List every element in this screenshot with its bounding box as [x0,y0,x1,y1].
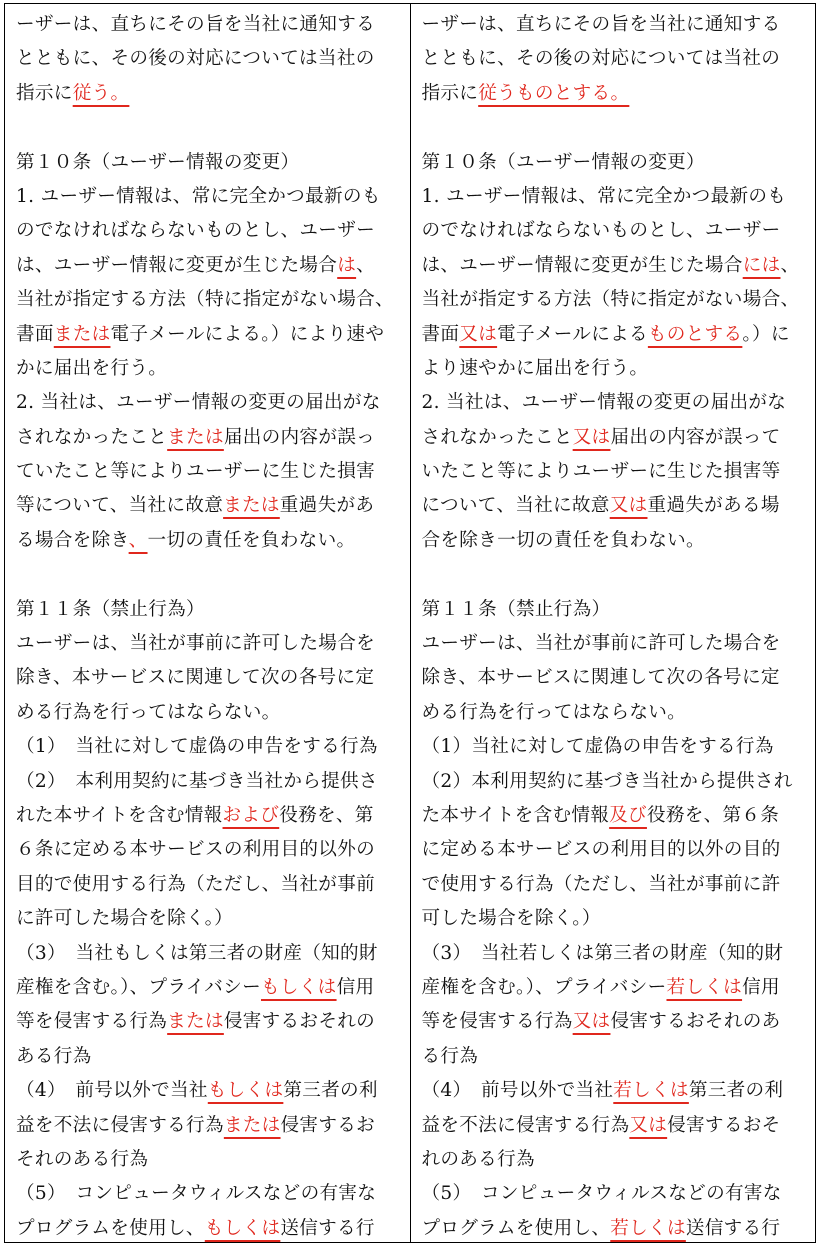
before-text-line [16,524,404,558]
text-segment: た本サイトを含む情報 [421,804,610,826]
before-text-line [16,1074,404,1108]
text-segment: について、当社に故意 [421,495,610,517]
revised-term: および [222,804,280,826]
revised-term: 若しくは [613,1080,689,1102]
before-text-line [16,180,404,214]
text-segment: は、ユーザー情報に変更が生じた場合 [421,254,743,276]
text-segment: （1） 当社に対して虚偽の申告をする行為 [16,736,378,758]
text-segment: れた本サイトを含む情報 [16,804,223,826]
text-segment: （2）本利用契約に基づき当社から提供され [421,770,793,792]
after-text-line [422,214,810,248]
revised-term: 又は [572,426,611,448]
text-segment: れのある行為 [421,1148,535,1170]
before-text-line [16,421,404,455]
text-segment: 除き、本サービスに関連して次の各号に定 [16,667,375,689]
revised-term: 及び [609,804,647,826]
before-text-line [16,1109,404,1143]
revised-term: 又は [459,323,498,345]
before-blank-line [16,111,404,145]
text-segment: 電子メールによる。）により速や [110,323,385,345]
after-blank-line [422,111,810,145]
before-text-line [16,1212,404,1242]
text-segment: 除き、本サービスに関連して次の各号に定 [421,667,780,689]
revised-term: 又は [629,1114,668,1136]
text-segment: 当社が指定する方法（特に指定がない場合、 [16,289,394,311]
text-segment: る場合を除き [16,529,129,551]
text-segment: 2. 当社は、ユーザー情報の変更の届出がな [16,392,381,414]
text-segment: 等を侵害する行為 [16,1011,168,1033]
text-segment: 第１０条（ユーザー情報の変更） [421,151,705,173]
text-segment: は、ユーザー情報に変更が生じた場合 [16,254,338,276]
text-segment: プログラムを使用し、 [421,1217,611,1239]
after-text-line [422,902,810,936]
text-segment: 当社が指定する方法（特に指定がない場合、 [421,289,800,311]
text-segment: （5） コンピュータウィルスなどの有害な [16,1183,377,1205]
after-text-line [422,180,810,214]
text-segment: 1. ユーザー情報は、常に完全かつ最新のも [16,185,381,207]
after-text-line [422,1074,810,1108]
text-segment: ーザーは、直ちにその旨を当社に通知する [421,14,781,35]
text-segment: る行為 [421,1045,479,1067]
after-text-line [422,1143,810,1177]
text-segment: 等について、当社に故意 [16,495,224,517]
text-segment: 信用 [336,976,375,998]
text-segment: 産権を含む。）、プライバシー [16,976,261,998]
after-text-line [422,421,810,455]
text-segment: 侵害するお [280,1114,376,1136]
revised-term: には [742,254,781,276]
before-text-line [16,937,404,971]
text-segment: 侵害するおそれの [223,1011,375,1033]
revised-term: または [167,1011,224,1033]
after-text-line [422,730,810,764]
comparison-table [4,3,816,1243]
text-segment: める行為を行ってはならない。 [421,701,687,723]
text-segment: 信用 [742,976,780,998]
revised-term: 又は [572,1011,611,1033]
after-text-line [422,352,810,386]
revised-term: 又は [609,495,648,517]
revised-term: もしくは [260,976,337,998]
text-segment: ーザーは、直ちにその旨を当社に通知する [16,14,375,35]
after-text-line [422,42,810,76]
text-segment: 益を不法に侵害する行為 [421,1114,630,1136]
text-segment: 第１０条（ユーザー情報の変更） [16,151,300,173]
after-text-line [422,661,810,695]
text-segment: 指示に [421,82,479,104]
before-text-line [16,42,404,76]
text-segment: ある行為 [16,1045,92,1067]
after-text-line [422,868,810,902]
text-segment: （5） コンピュータウィルスなどの有害な [421,1183,782,1205]
revised-term: 若しくは [610,1217,686,1239]
text-segment: ユーザーは、当社が事前に許可した場合を [421,633,781,655]
before-text-line [16,1040,404,1074]
before-text-line [16,386,404,420]
before-text-line [16,593,404,627]
after-text-line [422,1109,810,1143]
text-segment: 侵害するおそれのあ [610,1011,781,1033]
before-text-line [16,1005,404,1039]
before-text-line [16,971,404,1005]
revised-term: 従うものとする。 [478,82,630,104]
before-text-line [16,1177,404,1211]
before-text-line [16,214,404,248]
text-segment: 第１１条（禁止行為） [421,598,611,620]
text-segment: 第三者の利 [688,1080,784,1102]
text-segment: 送信する行 [280,1217,375,1239]
text-segment: 重過失があ [279,495,375,517]
text-segment: 書面 [16,323,54,345]
after-text-line [422,524,810,558]
text-segment: に許可した場合を除く。） [16,908,234,930]
text-segment: 届出の内容が誤っ [223,426,375,448]
text-segment: されなかったこと [421,426,573,448]
revised-term: または [53,323,111,345]
before-text-line [16,627,404,661]
text-segment: 書面 [421,323,460,345]
after-text-line [422,833,810,867]
text-segment: 。）に [742,323,790,345]
revised-term: もしくは [204,1217,281,1239]
revised-term: または [223,495,280,517]
after-text-line [422,971,810,1005]
after-text-line [422,593,810,627]
after-text-line [422,627,810,661]
revised-term: 従う。 [72,82,130,104]
text-segment: める行為を行ってはならない。 [16,701,281,723]
after-text-line [422,8,810,42]
before-text-line [16,730,404,764]
after-text-line [422,249,810,283]
before-text-line [16,489,404,523]
before-text-line [16,455,404,489]
text-segment: 届出の内容が誤って [610,426,781,448]
text-segment: 益を不法に侵害する行為 [16,1114,224,1136]
column-before [5,4,410,1242]
text-segment: 電子メールによる [497,323,648,345]
after-text-line [422,1040,810,1074]
text-segment: ていたこと等によりユーザーに生じた損害 [16,461,375,483]
text-segment: に定める本サービスの利用目的以外の目的 [421,839,781,861]
text-segment: 送信する行 [685,1217,781,1239]
after-text-line [422,77,810,111]
text-segment: ユーザーは、当社が事前に許可した場合を [16,633,375,655]
before-text-line [16,352,404,386]
before-text-line [16,765,404,799]
after-text-line [422,765,810,799]
text-segment: 第１１条（禁止行為） [16,598,205,620]
text-segment: （1）当社に対して虚偽の申告をする行為 [421,736,774,758]
revised-term: または [223,1114,281,1136]
text-segment: ６条に定める本サービスの利用目的以外の [16,839,375,861]
after-text-line [422,489,810,523]
text-segment: 、 [780,254,800,276]
text-segment: とともに、その後の対応については当社の [16,48,375,70]
revised-term: ものとする [647,323,743,345]
before-text-line [16,8,404,42]
after-text-line [422,455,810,489]
text-segment: されなかったこと [16,426,168,448]
text-segment: 役務を、第 [279,804,374,826]
after-text-line [422,283,810,317]
after-text-line [422,937,810,971]
revised-term: 若しくは [666,976,743,998]
before-text-line [16,318,404,352]
revised-term: 、 [128,529,148,551]
before-text-line [16,146,404,180]
after-text-line [422,1005,810,1039]
revised-term: は [337,254,357,276]
before-text-line [16,249,404,283]
text-segment: （4） 前号以外で当社 [16,1080,208,1102]
text-segment: 等を侵害する行為 [421,1011,573,1033]
text-segment: 、 [356,254,376,276]
text-segment: （2） 本利用契約に基づき当社から提供さ [16,770,378,792]
text-segment: 産権を含む。）、プライバシー [421,976,667,998]
text-segment: （3） 当社もしくは第三者の財産（知的財 [16,942,378,964]
after-text-line [422,386,810,420]
text-segment: 重過失がある場 [647,495,780,517]
text-segment: 可した場合を除く。） [421,908,601,930]
text-segment: かに届出を行う。 [16,357,168,379]
text-segment: いたこと等によりユーザーに生じた損害等 [421,461,781,483]
revised-term: または [167,426,224,448]
text-segment: 1. ユーザー情報は、常に完全かつ最新のも [421,185,787,207]
text-segment: のでなければならないものとし、ユーザー [16,220,375,242]
after-text-line [422,799,810,833]
text-segment: （4） 前号以外で当社 [421,1080,614,1102]
before-text-line [16,902,404,936]
text-segment: 2. 当社は、ユーザー情報の変更の届出がな [421,392,787,414]
after-text-line [422,318,810,352]
text-segment: のでなければならないものとし、ユーザー [421,220,781,242]
after-text-line [422,146,810,180]
text-segment: 第三者の利 [283,1080,378,1102]
before-text-line [16,868,404,902]
text-segment: 役務を、第６条 [646,804,780,826]
before-text-line [16,661,404,695]
text-segment: で使用する行為（ただし、当社が事前に許 [421,873,781,895]
revised-term: もしくは [207,1080,284,1102]
after-text-line [422,1212,810,1242]
before-text-line [16,696,404,730]
before-text-line [16,799,404,833]
before-text-line [16,1143,404,1177]
after-text-line [422,1177,810,1211]
text-segment: 目的で使用する行為（ただし、当社が事前 [16,873,375,895]
before-text-line [16,833,404,867]
text-segment: とともに、その後の対応については当社の [421,48,781,70]
column-after [410,4,816,1242]
text-segment: 侵害するおそ [667,1114,781,1136]
text-segment: より速やかに届出を行う。 [421,357,649,379]
before-text-line [16,283,404,317]
after-blank-line [422,558,810,592]
before-blank-line [16,558,404,592]
text-segment: 合を除き一切の責任を負わない。 [421,529,705,551]
text-segment: （3） 当社若しくは第三者の財産（知的財 [421,942,784,964]
after-text-line [422,696,810,730]
text-segment: 指示に [16,82,73,104]
text-segment: 一切の責任を負わない。 [147,529,356,551]
text-segment: それのある行為 [16,1148,149,1170]
before-text-line [16,77,404,111]
text-segment: プログラムを使用し、 [16,1217,205,1239]
